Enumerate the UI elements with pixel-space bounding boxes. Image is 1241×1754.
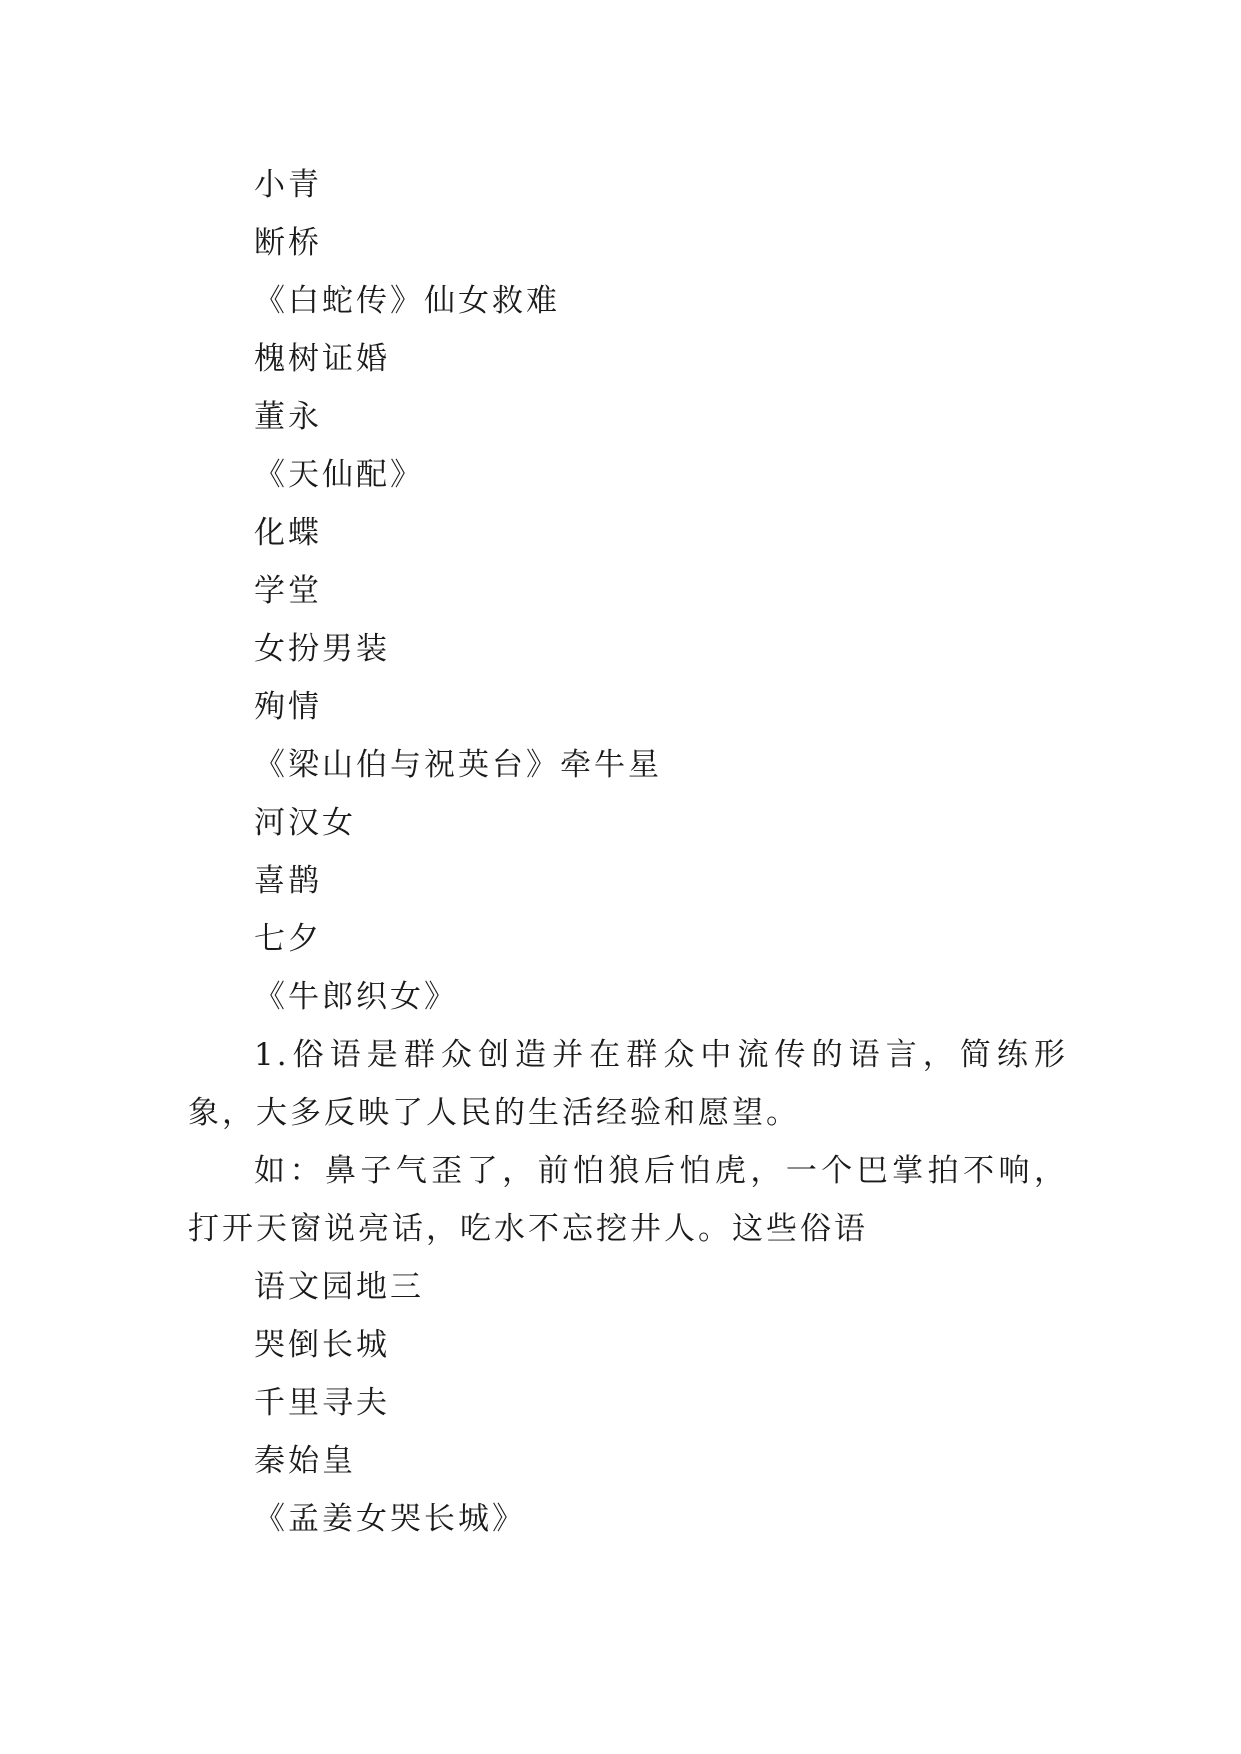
text-line: 学堂 (254, 573, 322, 609)
text-line: 语文园地三 (254, 1269, 424, 1305)
paragraph: 1.俗语是群众创造并在群众中流传的语言，简练形象，大多反映了人民的生活经验和愿望。 (188, 1037, 1068, 1131)
text-line: 董永 (254, 399, 322, 435)
text-line: 河汉女 (254, 805, 356, 841)
text-line: 女扮男装 (254, 631, 390, 667)
text-line: 断桥 (254, 225, 322, 261)
text-line: 小青 (254, 167, 322, 203)
text-line: 《白蛇传》仙女救难 (254, 283, 560, 319)
text-line: 化蝶 (254, 515, 322, 551)
text-line: 喜鹊 (254, 863, 322, 899)
text-line: 七夕 (254, 921, 322, 957)
paragraph: 如：鼻子气歪了，前怕狼后怕虎，一个巴掌拍不响，打开天窗说亮话，吃水不忘挖井人。这些俗语 (188, 1153, 1068, 1247)
text-line: 槐树证婚 (254, 341, 390, 377)
text-line: 秦始皇 (254, 1443, 356, 1479)
text-line: 《牛郎织女》 (254, 979, 458, 1015)
text-line: 殉情 (254, 689, 322, 725)
text-line: 《梁山伯与祝英台》牵牛星 (254, 747, 662, 783)
document-body (188, 156, 1068, 1548)
text-line: 《孟姜女哭长城》 (254, 1501, 526, 1537)
text-line: 千里寻夫 (254, 1385, 390, 1421)
text-line: 《天仙配》 (254, 457, 424, 493)
text-line: 哭倒长城 (254, 1327, 390, 1363)
